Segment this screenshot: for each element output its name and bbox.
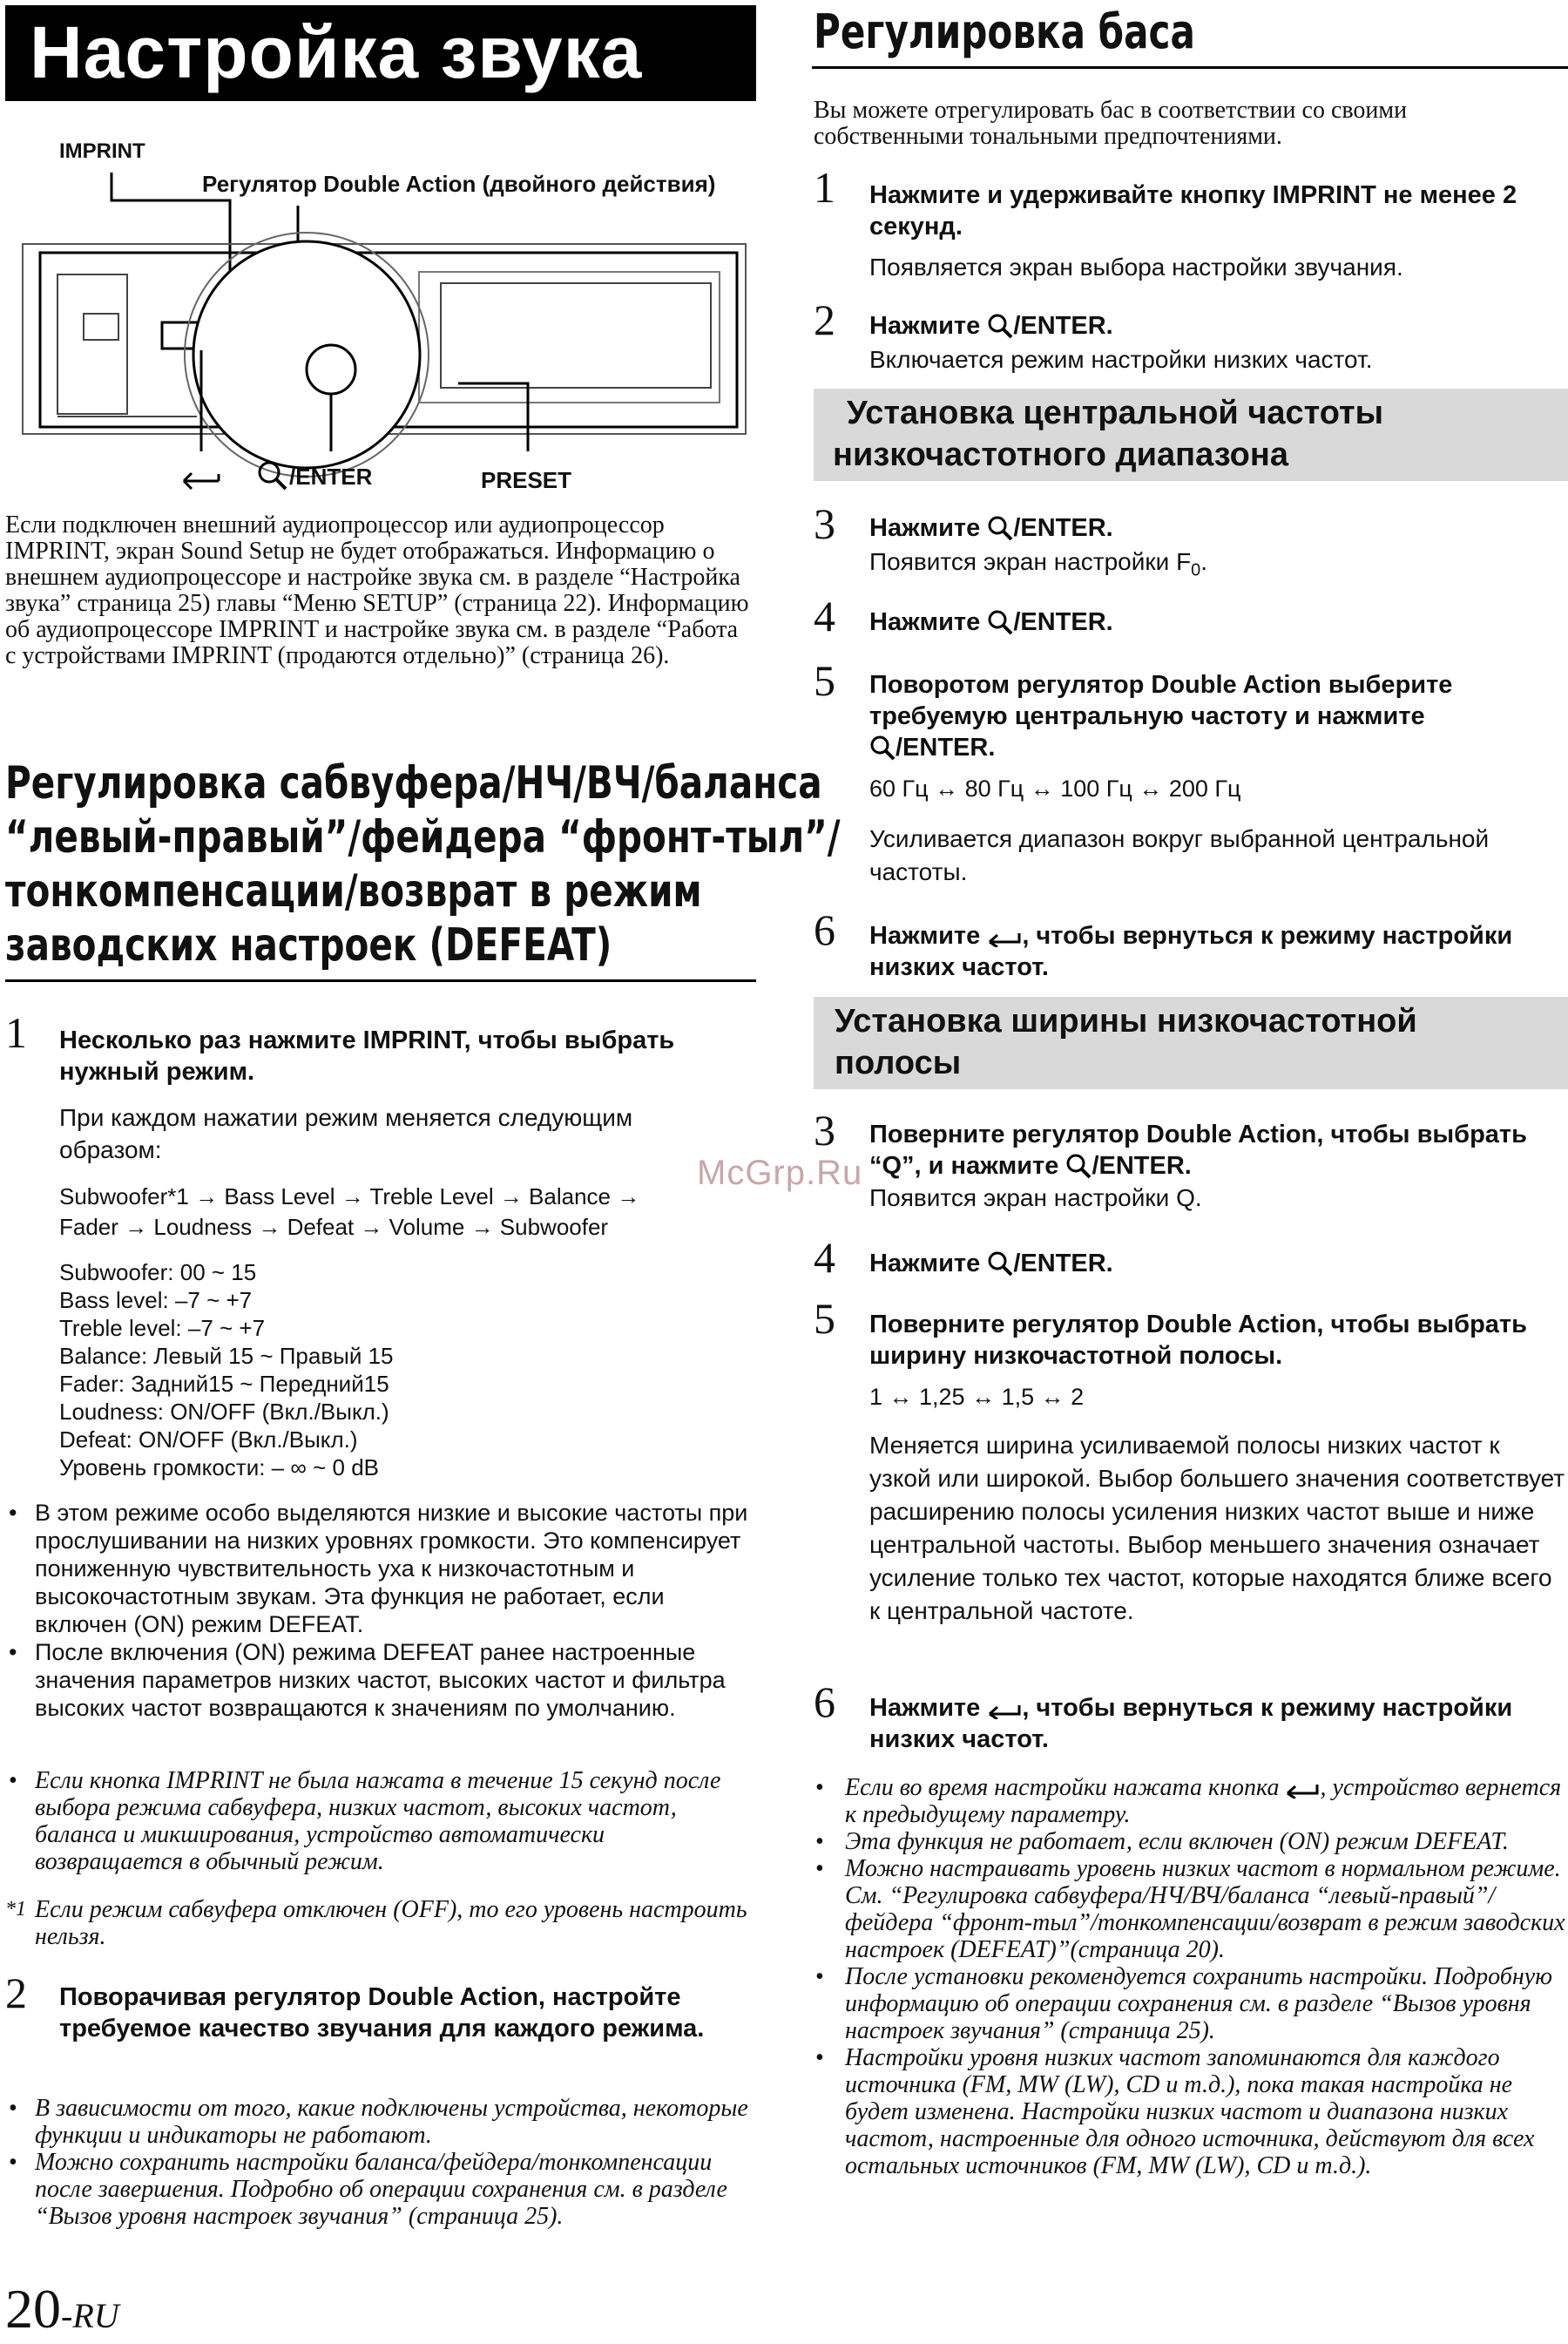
step-1-title: Несколько раз нажмите IMPRINT, чтобы выбрать нужный режим.	[59, 1026, 675, 1086]
search-icon	[1065, 1153, 1092, 1179]
text-sub: 0	[1191, 560, 1201, 580]
right-notes	[814, 1774, 1568, 2179]
note-item	[814, 1828, 1568, 1855]
title-text: Поверните регулятор Double Action, чтобы выбрать “Q”, и нажмите	[869, 1121, 1527, 1180]
bullet-dot: •	[9, 1500, 17, 1526]
freq-step-6-number: 6	[814, 905, 835, 954]
subhead-line-2: низкочастотного диапазона	[833, 437, 1288, 473]
bullet-text: После включения (ON) режима DEFEAT ранее настроенные значения параметров низких частот, высоких частот и фильтра высоких частот возвращаются к значениям по умолчанию.	[35, 1639, 726, 1721]
range-item: Subwoofer: 00 ~ 15	[59, 1259, 257, 1285]
bullet-item	[5, 1638, 753, 1722]
left-heading-line-4: заводских настроек (DEFEAT)	[5, 919, 612, 972]
knob-label: Регулятор Double Action (двойного действия)	[202, 171, 716, 197]
page-number-suffix: -RU	[61, 2296, 119, 2335]
right-section-heading: Регулировка баса	[814, 4, 1195, 59]
bullet-dot: •	[9, 2095, 17, 2122]
bass-step-2-number: 2	[814, 295, 835, 344]
bass-step-1-text: Появляется экран выбора настройки звучания.	[869, 254, 1403, 281]
mode-sequence	[59, 1182, 639, 1243]
bass-step-2-title	[869, 310, 1113, 342]
range-item: Уровень громкости: – ∞ ~ 0 dB	[59, 1454, 379, 1480]
bullet-dot: •	[815, 1963, 824, 1990]
return-icon	[987, 1698, 1022, 1719]
title-suffix: /ENTER.	[1013, 608, 1113, 636]
title-prefix: Нажмите	[869, 1250, 981, 1277]
freq-step-4-title	[869, 606, 1113, 638]
freq-step-3-title	[869, 512, 1113, 544]
freq-values: 60 Гц ↔ 80 Гц ↔ 100 Гц ↔ 200 Гц	[869, 776, 1241, 802]
bass-step-1-number: 1	[814, 163, 835, 212]
title-text: Поворотом регулятор Double Action выберите требуемую центральную частоту и нажмите	[869, 671, 1453, 730]
mode-sequence-line-2: Fader → Loudness → Defeat → Volume → Subwoofer	[59, 1214, 609, 1240]
note-item	[814, 1855, 1568, 1963]
q-step-3-title	[869, 1119, 1531, 1182]
note-text: Можно сохранить настройки баланса/фейдера/тонкомпенсации после завершения. Подробно об операции сохранения см. в разделе “Вызов уровня настроек звучания” (страница 25).	[35, 2149, 727, 2230]
footnote	[5, 1896, 753, 1950]
title-prefix: Нажмите	[869, 922, 981, 950]
range-item: Defeat: ON/OFF (Вкл./Выкл.)	[59, 1426, 358, 1453]
bullet-list	[5, 1499, 753, 1722]
freq-step-4-number: 4	[814, 592, 835, 640]
title-prefix: Нажмите	[869, 1694, 981, 1722]
left-heading-line-2: “левый-правый”/фейдера “фронт-тыл”/	[5, 811, 841, 864]
search-icon	[987, 1250, 1013, 1277]
return-icon	[987, 926, 1022, 947]
title-prefix: Нажмите	[869, 514, 981, 542]
title-suffix: , чтобы вернуться к режиму настройки низких частот.	[869, 1694, 1513, 1753]
bullet-dot: •	[9, 1767, 17, 1794]
q-values: 1 ↔ 1,25 ↔ 1,5 ↔ 2	[869, 1384, 1085, 1410]
freq-step-3-text	[869, 547, 1207, 586]
page-title: Настройка звука	[30, 11, 643, 93]
title-suffix: , чтобы вернуться к режиму настройки низких частот.	[869, 922, 1513, 981]
intro-paragraph: Если подключен внешний аудиопроцессор или аудиопроцессор IMPRINT, экран Sound Setup не будет отображаться. Информацию о внешнем аудиопроцессоре и настройке звука см. в разделе “Настройка звука” страница 25) главы “Меню SETUP” (страница 22). Информацию об аудиопроцессоре IMPRINT и настройке звука см. в разделе “Работа с устройствами IMPRINT (продаются отдельно)” (страница 26).	[5, 511, 749, 669]
title-suffix: /ENTER.	[1013, 514, 1113, 542]
subhead-line-2: полосы	[835, 1045, 962, 1081]
bullet-dot: •	[815, 1855, 824, 1882]
range-item: Treble level: –7 ~ +7	[59, 1315, 266, 1341]
step-1-text: При каждом нажатии режим меняется следующим образом:	[59, 1104, 633, 1163]
q-step-5-text: Меняется ширина усиливаемой полосы низких частот к узкой или широкой. Выбор большего значения соответствует расширению полосы усиления низких частот выше и ниже центральной частоты. Выбор меньшего значения означает усиление только тех частот, которые находятся ближе всего к центральной частоте.	[869, 1432, 1565, 1624]
left-heading-line-3: тонкомпенсации/возврат в режим	[5, 865, 702, 918]
note-text: После установки рекомендуется сохранить настройки. Подробную информацию об операции сохранения см. в разделе “Вызов уровня настроек звучания” (страница 25).	[845, 1963, 1552, 2044]
mode-sequence-line-1: Subwoofer*1 → Bass Level → Treble Level → Balance →	[59, 1183, 640, 1209]
bullet-dot: •	[9, 1639, 17, 1665]
step-2-title: Поворачивая регулятор Double Action, настройте требуемое качество звучания для каждого режима.	[59, 1983, 705, 2043]
search-icon	[987, 609, 1013, 635]
page-title-banner	[5, 5, 756, 101]
range-item: Bass level: –7 ~ +7	[59, 1287, 253, 1313]
step-2-notes	[5, 2095, 753, 2230]
page-number	[5, 2278, 119, 2344]
bullet-text: В этом режиме особо выделяются низкие и высокие частоты при прослушивании на низких уровнях громкости. Это компенсирует пониженную чувствительность уха к низкочастотным и высокочастотным звукам. Эта функция не работает, если включен (ON) режим DEFEAT.	[35, 1500, 748, 1637]
subhead-center-frequency	[814, 389, 1568, 481]
q-step-5-number: 5	[814, 1294, 835, 1343]
title-suffix: /ENTER.	[1013, 1250, 1113, 1277]
note-text: Если кнопка IMPRINT не была нажата в течение 15 секунд после выбора режима сабвуфера, низких частот, высоких частот, баланса и микширования, устройство автоматически возвращается в обычный режим.	[35, 1767, 721, 1875]
range-item: Fader: Задний15 ~ Передний15	[59, 1371, 389, 1397]
search-icon	[987, 515, 1013, 541]
range-item: Balance: Левый 15 ~ Правый 15	[59, 1343, 394, 1369]
footnote-text: Если режим сабвуфера отключен (OFF), то его уровень настроить нельзя.	[35, 1896, 747, 1950]
bullet-dot: •	[815, 1828, 824, 1855]
right-heading-rule	[812, 66, 1568, 69]
mode-ranges	[59, 1258, 394, 1481]
text-main: Появится экран настройки F	[869, 548, 1192, 575]
freq-step-5-text: Усиливается диапазон вокруг выбранной центральной частоты.	[869, 825, 1490, 885]
range-item: Loudness: ON/OFF (Вкл./Выкл.)	[59, 1399, 389, 1425]
subhead-bandwidth	[814, 997, 1568, 1089]
step-2-number: 2	[5, 1968, 27, 2017]
note-item	[814, 1774, 1568, 1828]
q-step-6-title	[869, 1692, 1549, 1755]
title-suffix: /ENTER.	[1013, 312, 1113, 340]
bullet-dot: •	[815, 2044, 824, 2071]
text-end: .	[1200, 548, 1208, 575]
title-suffix: /ENTER.	[1092, 1152, 1192, 1180]
faceplate-drawing	[5, 122, 756, 505]
watermark: McGrp.Ru	[697, 1154, 863, 1192]
left-heading-line-1: Регулировка сабвуфера/НЧ/ВЧ/баланса	[5, 757, 822, 810]
bass-step-1-title: Нажмите и удерживайте кнопку IMPRINT не менее 2 секунд.	[869, 181, 1517, 240]
return-icon	[1285, 1778, 1320, 1799]
search-icon	[869, 735, 896, 761]
q-step-4-title	[869, 1248, 1113, 1279]
freq-step-5-number: 5	[814, 656, 835, 705]
freq-step-5-title	[869, 669, 1549, 763]
title-prefix: Нажмите	[869, 312, 981, 340]
freq-step-3-number: 3	[814, 499, 835, 548]
preset-label: PRESET	[481, 467, 572, 493]
freq-step-6-title	[869, 920, 1549, 983]
subhead-line-1: Установка ширины низкочастотной	[835, 1003, 1417, 1040]
title-prefix: Нажмите	[869, 608, 981, 636]
q-step-3-text: Появится экран настройки Q.	[869, 1184, 1202, 1211]
bullet-item	[5, 1499, 753, 1638]
step-1-number: 1	[5, 1008, 27, 1057]
enter-label: /ENTER	[289, 464, 373, 490]
note-text: , устройство вернется к предыдущему параметру.	[845, 1774, 1562, 1828]
left-heading-rule	[5, 979, 756, 982]
bullet-dot: •	[9, 2149, 17, 2176]
note-text: Если во время настройки нажата кнопка	[845, 1774, 1280, 1801]
note-text: Настройки уровня низких частот запоминаются для каждого источника (FM, MW (LW), CD и т.д.), пока такая настройка не будет изменена. Настройки низких частот и диапазона низких частот, настроенные для одного источника, действуют для всех остальных источников (FM, MW (LW), CD и т.д.).	[845, 2044, 1535, 2179]
right-intro: Вы можете отрегулировать бас в соответствии со своими собственными тональными предпочтениями.	[814, 97, 1408, 150]
note-text: Можно настраивать уровень низких частот в нормальном режиме. См. “Регулировка сабвуфера/НЧ/ВЧ/баланса “левый-правый”/фейдера “фронт-тыл”/тонкомпенсации/возврат в режим заводских настроек (DEFEAT)”(страница 20).	[845, 1855, 1565, 1963]
note-item	[814, 2044, 1568, 2179]
bullet-dot: •	[815, 1774, 824, 1801]
search-icon	[987, 313, 1013, 339]
note-text: Эта функция не работает, если включен (ON) режим DEFEAT.	[845, 1828, 1509, 1855]
imprint-label: IMPRINT	[59, 139, 145, 163]
note-text: В зависимости от того, какие подключены устройства, некоторые функции и индикаторы не работают.	[35, 2095, 748, 2149]
footnote-mark: *1	[5, 1898, 26, 1921]
q-step-5-title: Поверните регулятор Double Action, чтобы выбрать ширину низкочастотной полосы.	[869, 1311, 1527, 1370]
page-number-value: 20	[5, 2278, 61, 2340]
subhead-line-1: Установка центральной частоты	[847, 395, 1384, 431]
bass-step-2-text: Включается режим настройки низких частот.	[869, 346, 1373, 373]
q-step-6-number: 6	[814, 1677, 835, 1726]
q-step-4-number: 4	[814, 1233, 835, 1282]
title-suffix: /ENTER.	[896, 734, 996, 762]
note-imprint-timeout	[5, 1767, 753, 1875]
note-item	[814, 1963, 1568, 2044]
q-step-3-number: 3	[814, 1106, 835, 1155]
device-diagram	[5, 122, 756, 505]
